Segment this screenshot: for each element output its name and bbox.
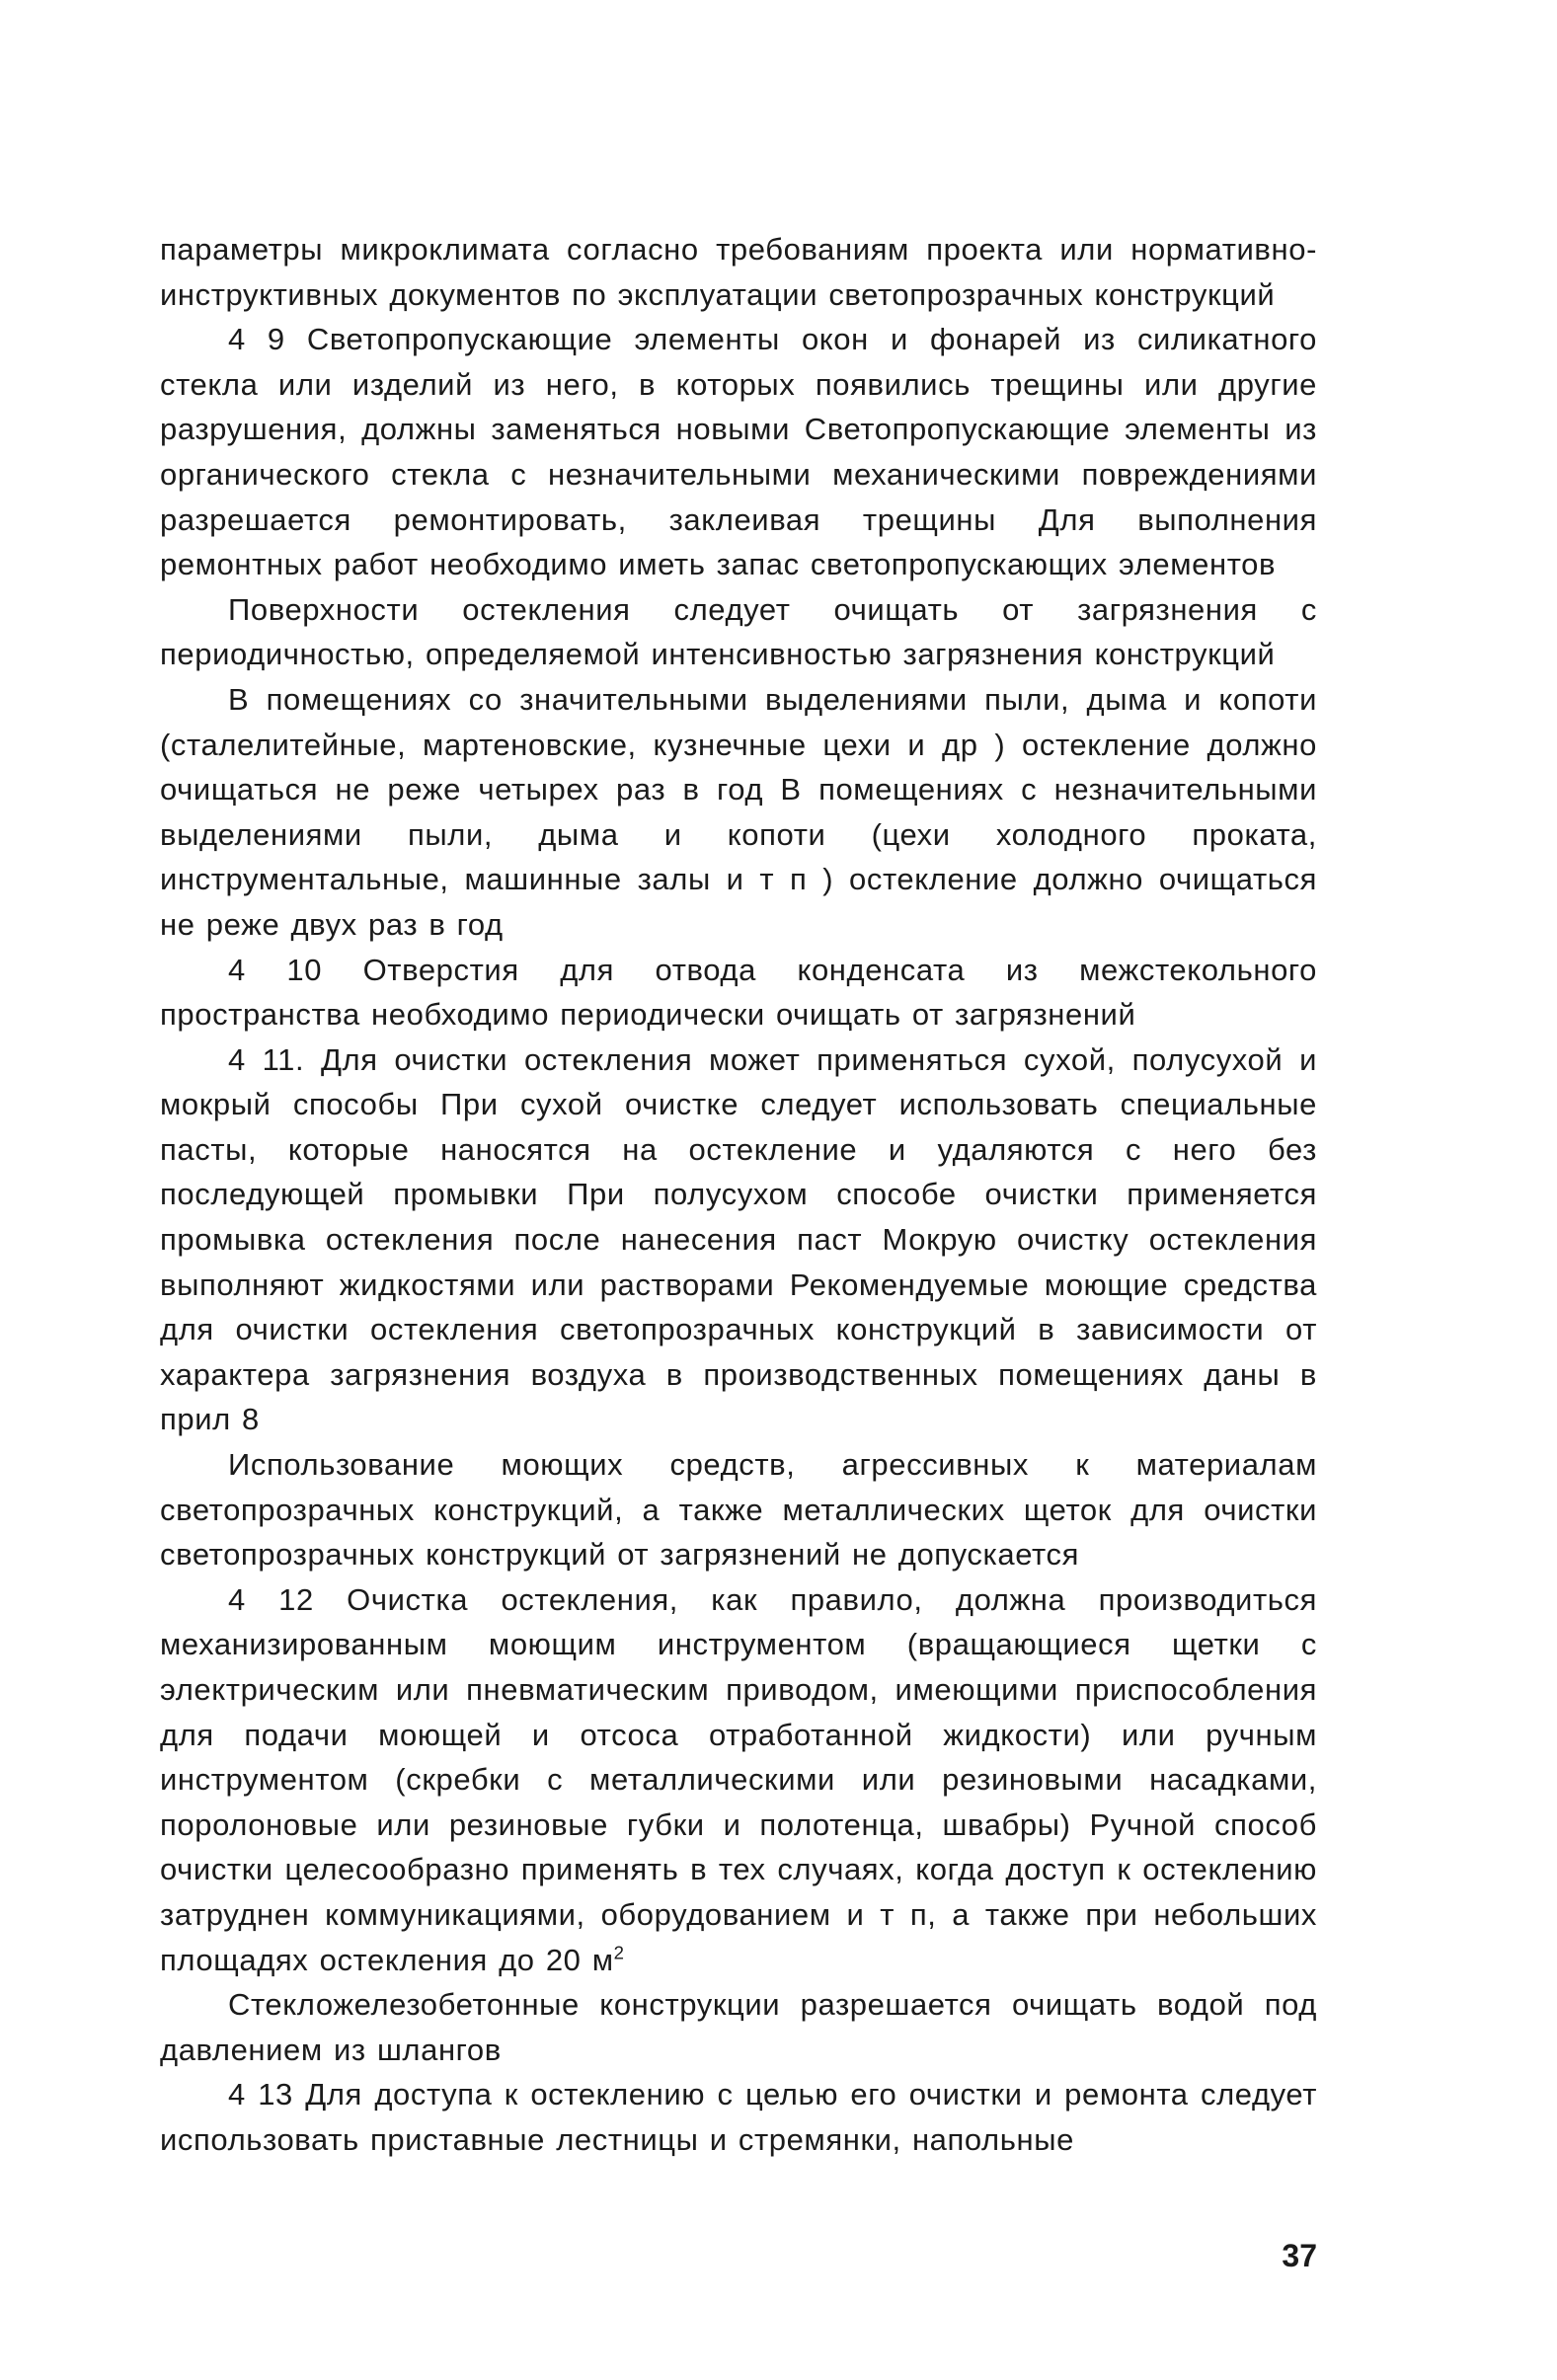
paragraph-aggressive-agents: Использование моющих средств, агрессивных к материалам светопрозрачных конструкций, а также металлических щеток для очистки светопрозрачных конструкций от загрязнений не допускается [160, 1447, 1317, 1573]
paragraph-continuation: параметры микроклимата согласно требованиям проекта или нормативно-инструктивных документов по эксплуатации светопрозрачных конструкций [160, 232, 1317, 312]
paragraph-4-12 [160, 1577, 1317, 1982]
paragraph-4-10: 4 10 Отверстия для отвода конденсата из межстекольного пространства необходимо периодически очищать от загрязнений [160, 952, 1317, 1033]
paragraph-4-9: 4 9 Светопропускающие элементы окон и фонарей из силикатного стекла или изделий из него, в которых появились трещины или другие разрушения, должны заменяться новыми Светопропускающие элементы из органического стекла с незначительными механическими повреждениями разрешается ремонтировать, заклеивая трещины Для выполнения ремонтных работ необходимо иметь запас светопропускающих элементов [160, 322, 1317, 582]
paragraph-dusty-premises: В помещениях со значительными выделениями пыли, дыма и копоти (сталелитейные, мартеновские, кузнечные цехи и др ) остекление должно очищаться не реже четырех раз в год В помещениях с незначительными выделениями пыли, дыма и копоти (цехи холодного проката, инструментальные, машинные залы и т п ) остекление должно очищаться не реже двух раз в год [160, 681, 1317, 942]
paragraph-cleaning-periodicity: Поверхности остекления следует очищать от загрязнения с периодичностью, определяемой интенсивностью загрязнения конструкций [160, 591, 1317, 672]
paragraph-4-11: 4 11. Для очистки остекления может применяться сухой, полусухой и мокрый способы При сухой очистке следует использовать специальные пасты, которые наносятся на остекление и удаляются с него без последующей промывки При полусухом способе очистки применяется промывка остекления после нанесения паст Мокрую очистку остекления выполняют жидкостями или растворами Рекомендуемые моющие средства для очистки остекления светопрозрачных конструкций в зависимости от характера загрязнения воздуха в производственных помещениях даны в прил 8 [160, 1041, 1317, 1437]
paragraph-4-13: 4 13 Для доступа к остеклению с целью его очистки и ремонта следует использовать приставные лестницы и стремянки, напольные [160, 2077, 1317, 2157]
paragraph-4-12-text: 4 12 Очистка остекления, как правило, должна производиться механизированным моющим инструментом (вращающиеся щетки с электрическим или пневматическим приводом, имеющими приспособления для подачи моющей и отсоса отработанной жидкости) или ручным инструментом (скребки с металлическими или резиновыми насадками, поролоновые или резиновые губки и полотенца, швабры) Ручной способ очистки целесообразно применять в тех случаях, когда доступ к остеклению затруднен коммуникациями, оборудованием и т п, а также при небольших площадях остекления до 20 м [160, 1581, 1317, 1977]
page-body [160, 227, 1317, 2163]
page-number: 37 [1282, 2238, 1317, 2273]
paragraph-glass-concrete: Стекложелезобетонные конструкции разрешается очищать водой под давлением из шлангов [160, 1987, 1317, 2067]
square-superscript: 2 [613, 1942, 625, 1963]
